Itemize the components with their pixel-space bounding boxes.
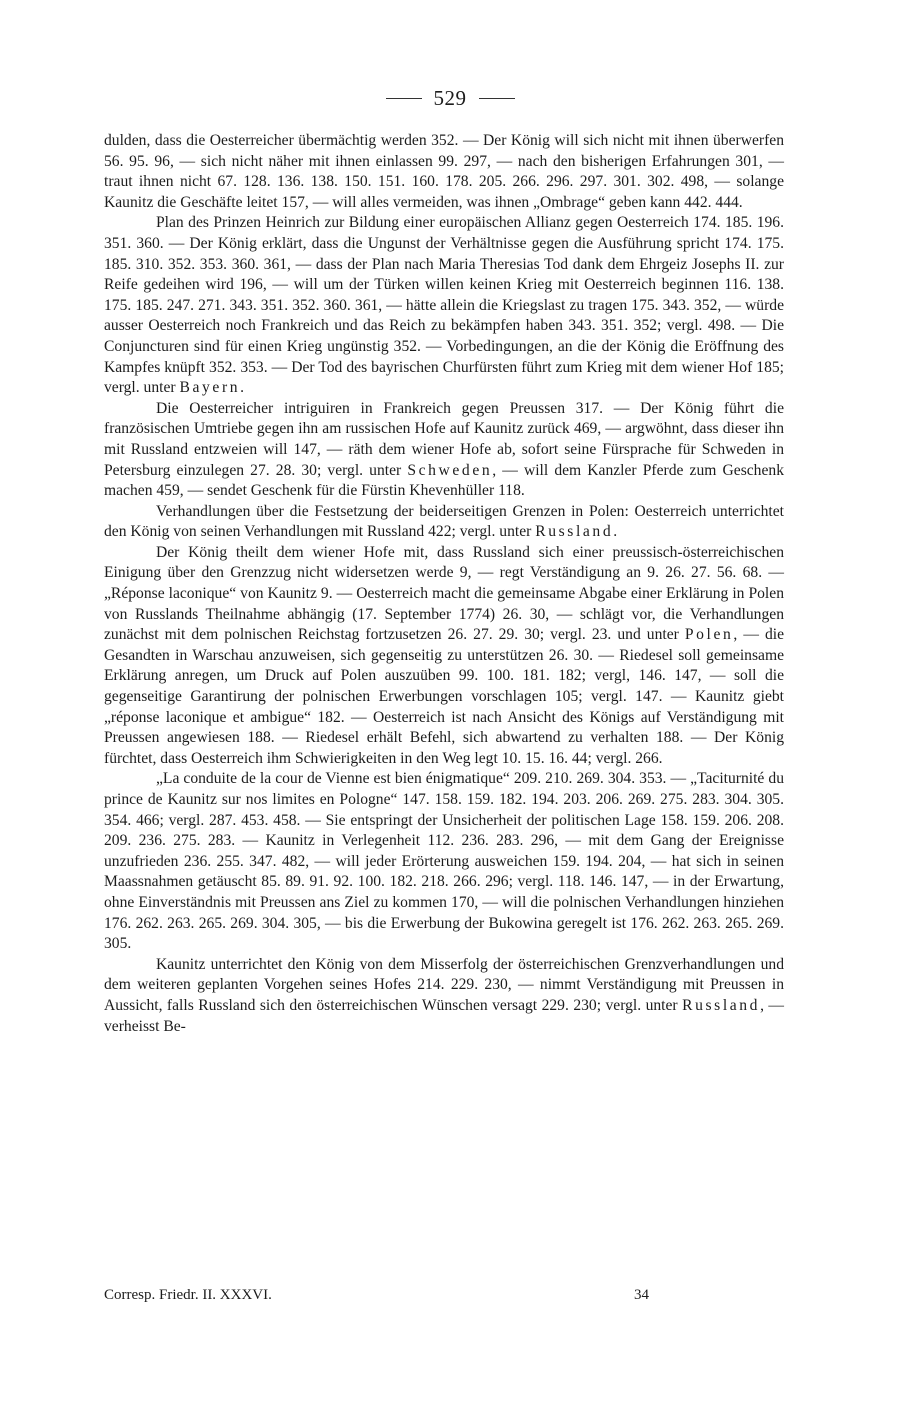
- text-segment: Kaunitz unterrichtet den König von dem Misserfolg der österreichischen Grenzverhandlungen und dem weiteren geplanten Vorgehen seines Hofes 214. 229. 230, — nimmt Verständigung mit Preussen in Aussicht, falls Russland sich den österreichischen Wünschen versagt 229. 230; vergl. unter: [104, 955, 784, 1014]
- sheet-number: 34: [634, 1287, 649, 1303]
- header-rule-left: [386, 98, 422, 99]
- text-segment: Plan des Prinzen Heinrich zur Bildung einer europäischen Allianz gegen Oesterreich 174. 185. 196. 351. 360. — Der König erklärt, dass die Ungunst der Verhältnisse gegen die Ausführung spricht 174. 175. 185. 310. 352. 353. 360. 361, — dass der Plan nach Maria Theresias Tod dank dem Ehrgeiz Josephs II. zur Reife gedeihen wird 196, — will um der Türken willen keinen Krieg mit Oesterreich beginnen 116. 138. 175. 185. 247. 271. 343. 351. 352. 360. 361, — hätte allein die Kriegslast zu tragen 175. 343. 352, — würde ausser Oesterreich noch Frankreich und das Reich zu bekämpfen haben 343. 351. 352; vergl. 498. — Die Conjuncturen sind für einen Krieg ungünstig 352. — Vorbedingungen, an die der König die Eröffnung des Kampfes knüpft 352. 353. — Der Tod des bayrischen Churfürsten führt zum Krieg mit dem wiener Hof 185; vergl. unter: [104, 214, 784, 397]
- cross-reference-term: Bayern: [179, 379, 241, 397]
- index-paragraph: [104, 213, 784, 398]
- index-paragraph: [104, 769, 784, 954]
- index-paragraph: [104, 955, 784, 1037]
- text-segment: Der König theilt dem wiener Hofe mit, dass Russland sich einer preussisch-österreichischen Einigung über den Grenzzug nicht widersetzen werde 9, — regt Verständigung an 9. 26. 27. 56. 68. — „Réponse laconique“ von Kaunitz 9. — Oesterreich macht die gemeinsame Abgabe einer Erklärung in Polen von Russlands Theilnahme abhängig (17. September 1774) 26. 30, — schlägt vor, die Verhandlungen zunächst mit dem polnischen Reichstag fortzusetzen 26. 27. 29. 30; vergl. 23. und unter: [104, 543, 784, 644]
- text-segment: .: [613, 523, 618, 541]
- index-paragraph: [104, 502, 784, 543]
- index-paragraph: [104, 543, 784, 770]
- text-segment: Die Oesterreicher intriguiren in Frankreich gegen Preussen 317. — Der König führt die französischen Umtriebe gegen ihn am russischen Hofe auf Kaunitz zurück 469, — argwöhnt, dass dieser ihn mit Russland entzweien will 147, — räth dem wiener Hofe ab, sofort seine Fürsprache für Schweden in Petersburg einzulegen 27. 28. 30; vergl. unter: [104, 399, 784, 479]
- index-paragraph: [104, 131, 784, 213]
- text-segment: , — verheisst Be-: [104, 996, 784, 1035]
- page-number: 529: [433, 86, 467, 110]
- text-segment: , — die Gesandten in Warschau anzuweisen, sich gegenseitig zu unterstützen 26. 30. — Riedesel soll gemeinsame Erklärung anregen, um Druck auf Polen auszuüben 99. 100. 181. 182; vergl, 146. 147, — soll die gegenseitige Garantirung der polnischen Erwerbungen vorschlagen 105; vergl. 147. — Kaunitz giebt „réponse laconique et ambigue“ 182. — Oesterreich ist nach Ansicht des Königs auf Verständigung mit Preussen angewiesen 188. — Riedesel erhält Befehl, sich abwartend zu verhalten 188. — Der König fürchtet, dass Oesterreich ihm Schwierigkeiten in den Weg legt 10. 15. 16. 44; vergl. 266.: [104, 626, 784, 767]
- index-text-body: [104, 131, 784, 1037]
- footer-signature: Corresp. Friedr. II. XXXVI.: [104, 1287, 272, 1303]
- text-segment: Verhandlungen über die Festsetzung der beiderseitigen Grenzen in Polen: Oesterreich unterrichtet den König von seinen Verhandlungen mit Russland 422; vergl. unter: [104, 502, 784, 541]
- page-header: [0, 86, 900, 111]
- text-segment: .: [240, 379, 245, 397]
- cross-reference-term: Schweden: [407, 461, 493, 479]
- cross-reference-term: Russland: [535, 523, 614, 541]
- cross-reference-term: Polen: [684, 626, 734, 644]
- text-segment: dulden, dass die Oesterreicher übermächtig werden 352. — Der König will sich nicht mit ihnen überwerfen 56. 95. 96, — sich nicht näher mit ihnen einlassen 99. 297, — nach den bisherigen Erfahrungen 301, — traut ihnen nicht 67. 128. 136. 138. 150. 151. 160. 178. 205. 266. 296. 297. 301. 302. 498, — solange Kaunitz die Geschäfte leitet 157, — will alles vermeiden, was ihnen „Ombrage“ geben kann 442. 444.: [104, 132, 784, 211]
- cross-reference-term: Russland: [682, 996, 761, 1014]
- header-rule-right: [479, 98, 515, 99]
- index-paragraph: [104, 399, 784, 502]
- text-segment: , — will dem Kanzler Pferde zum Geschenk machen 459, — sendet Geschenk für die Fürstin Khevenhüller 118.: [104, 461, 784, 500]
- page-footer: [104, 1287, 784, 1311]
- text-segment: „La conduite de la cour de Vienne est bien énigmatique“ 209. 210. 269. 304. 353. — „Taciturnité du prince de Kaunitz sur nos limites en Pologne“ 147. 158. 159. 182. 194. 203. 206. 269. 275. 283. 304. 305. 354. 466; vergl. 287. 453. 458. — Sie entspringt der Unsicherheit der politischen Lage 158. 159. 206. 208. 209. 236. 275. 283. — Kaunitz in Verlegenheit 112. 236. 283. 296, — mit dem Gang der Ereignisse unzufrieden 236. 255. 347. 482, — will jeder Erörterung ausweichen 159. 194. 204, — hat sich in seinen Maassnahmen getäuscht 85. 89. 91. 92. 100. 182. 218. 266. 296; vergl. 118. 146. 147, — in der Erwartung, ohne Einverständnis mit Preussen ans Ziel zu kommen 170, — will die polnischen Verhandlungen hinziehen 176. 262. 263. 265. 269. 304. 305, — bis die Erwerbung der Bukowina geregelt ist 176. 262. 263. 265. 269. 305.: [104, 770, 784, 953]
